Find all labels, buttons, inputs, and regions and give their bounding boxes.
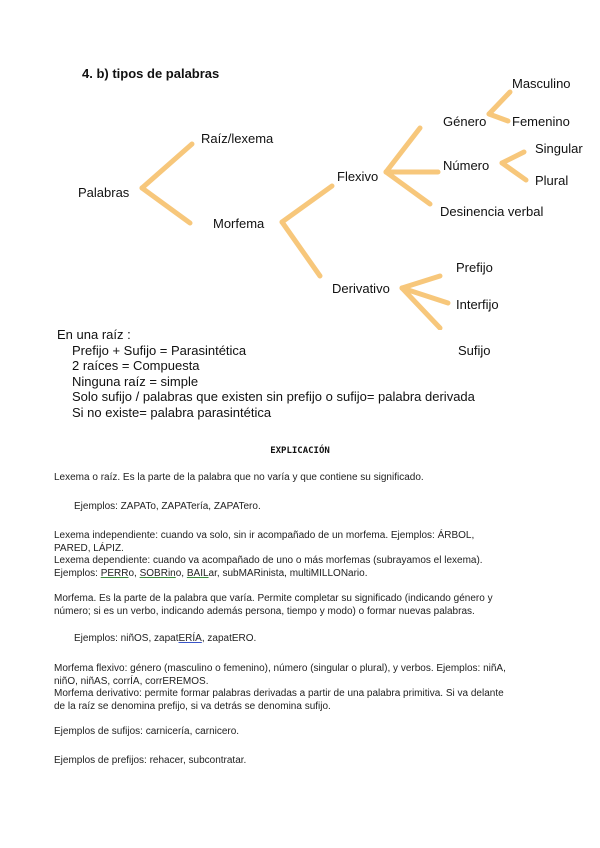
section-heading: EXPLICACIÓN bbox=[270, 446, 330, 456]
branch-derivativo-prefijo bbox=[402, 276, 440, 288]
morfema-examples-line bbox=[74, 633, 574, 646]
text-run: Ejemplos: niñOS, zapat bbox=[74, 633, 179, 644]
tree-node-masculino: Masculino bbox=[512, 76, 571, 91]
underlined-lexema: BAIL bbox=[186, 567, 209, 579]
text-run: Ejemplos: bbox=[54, 567, 101, 579]
text-line: Ejemplos de sufijos: carnicería, carnicero. bbox=[54, 726, 240, 737]
branch-palabras-raiz bbox=[142, 144, 192, 188]
rules-list bbox=[57, 327, 475, 420]
tree-node-raiz: Raíz/lexema bbox=[201, 131, 274, 146]
dependent-examples-line bbox=[54, 568, 554, 581]
rule-item: Si no existe= palabra parasintética bbox=[72, 404, 272, 420]
page-title: 4. b) tipos de palabras bbox=[82, 66, 220, 81]
text-run: o, bbox=[175, 567, 187, 579]
branch-numero-plural bbox=[502, 163, 526, 180]
branch-morfema-derivativo bbox=[282, 222, 320, 276]
paragraph-lexema-types bbox=[54, 530, 554, 580]
text-line: niñO, niñAS, corrÍA, corrEREMOS. bbox=[54, 675, 209, 687]
paragraph-lexema bbox=[54, 472, 554, 485]
underlined-morfema: ERÍA bbox=[178, 633, 202, 644]
word-tree-diagram bbox=[0, 0, 600, 330]
text-line: de la raíz se denomina prefijo, si va detrás se denomina sufijo. bbox=[54, 700, 331, 712]
tree-node-desinencia: Desinencia verbal bbox=[440, 204, 544, 219]
text-line: Lexema dependiente: cuando va acompañado de uno o más morfemas (subrayamos el lexema). bbox=[54, 555, 483, 566]
tree-node-sufijo: Sufijo bbox=[458, 343, 491, 358]
rules-intro: En una raíz : bbox=[57, 327, 131, 342]
paragraph-morfema-types bbox=[54, 663, 554, 713]
text-line: Morfema derivativo: permite formar palabras derivadas a partir de una palabra primitiva. Si va delante bbox=[54, 688, 504, 699]
rule-item: Ninguna raíz = simple bbox=[72, 373, 199, 389]
tree-node-palabras: Palabras bbox=[78, 185, 130, 200]
tree-node-flexivo: Flexivo bbox=[337, 169, 379, 184]
paragraph-prefijos bbox=[54, 755, 554, 768]
tree-node-plural: Plural bbox=[535, 173, 569, 188]
tree-node-numero: Número bbox=[443, 158, 490, 173]
branch-palabras-morfema bbox=[142, 188, 190, 223]
rule-item: 2 raíces = Compuesta bbox=[72, 358, 200, 373]
paragraph-morfema bbox=[54, 593, 554, 618]
tree-node-genero: Género bbox=[443, 114, 487, 129]
branch-morfema-flexivo bbox=[282, 186, 332, 222]
text-line: Ejemplos: ZAPATo, ZAPATería, ZAPATero. bbox=[74, 501, 261, 512]
paragraph-sufijos bbox=[54, 726, 554, 739]
tree-node-derivativo: Derivativo bbox=[332, 281, 390, 296]
text-line: PARED, LÁPIZ. bbox=[54, 542, 124, 554]
tree-node-singular: Singular bbox=[535, 141, 583, 156]
underlined-lexema: PERR bbox=[100, 567, 129, 579]
branch-genero-masculino bbox=[489, 92, 510, 114]
text-run: o, bbox=[128, 567, 140, 579]
text-line: número; si es un verbo, indicando además persona, tiempo y modo) o formar nuevas palabras. bbox=[54, 605, 475, 617]
text-line: Lexema o raíz. Es la parte de la palabra que no varía y que contiene su significado. bbox=[54, 472, 424, 483]
branch-genero-femenino bbox=[489, 114, 508, 121]
text-run: , zapatERO. bbox=[201, 633, 257, 644]
text-line: Morfema flexivo: género (masculino o femenino), número (singular o plural), y verbos. Ejemplos: niñA, bbox=[54, 663, 506, 674]
text-line: Morfema. Es la parte de la palabra que varía. Permite completar su significado (indicando género y bbox=[54, 593, 493, 604]
branch-numero-singular bbox=[502, 152, 524, 163]
text-line: Ejemplos de prefijos: rehacer, subcontratar. bbox=[54, 755, 247, 766]
paragraph-morfema-examples bbox=[74, 633, 574, 646]
underlined-lexema: SOBRin bbox=[139, 567, 176, 579]
tree-node-morfema: Morfema bbox=[213, 216, 265, 231]
tree-node-femenino: Femenino bbox=[512, 114, 570, 129]
rule-item: Prefijo + Sufijo = Parasintética bbox=[72, 342, 247, 358]
tree-node-interfijo: Interfijo bbox=[456, 297, 499, 312]
rule-item: Solo sufijo / palabras que existen sin prefijo o sufijo= palabra derivada bbox=[72, 389, 475, 404]
branch-flexivo-genero bbox=[386, 128, 420, 172]
tree-node-prefijo: Prefijo bbox=[456, 260, 493, 275]
text-line: Lexema independiente: cuando va solo, sin ir acompañado de un morfema. Ejemplos: ÁRBOL, bbox=[54, 530, 475, 541]
text-run: ar, subMARinista, multiMILLONario. bbox=[208, 567, 368, 579]
paragraph-lexema-examples bbox=[74, 501, 574, 514]
branch-flexivo-desinencia bbox=[386, 172, 430, 204]
